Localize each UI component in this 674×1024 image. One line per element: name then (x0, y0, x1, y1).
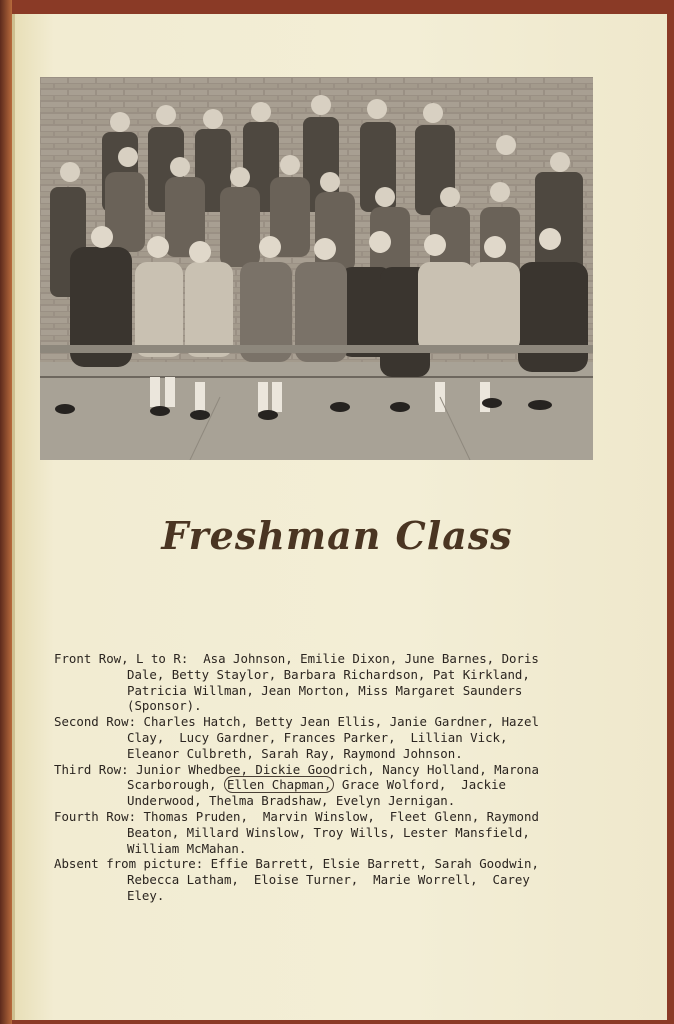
circled-name: Ellen Chapman, (224, 776, 334, 793)
class-photo-image (40, 77, 593, 460)
front-row-line-2: Dale, Betty Staylor, Barbara Richardson, Pat Kirkland, (127, 666, 530, 682)
caption-absent (54, 856, 569, 903)
third-row-line-2-rest: Grace Wolford, Jackie (341, 777, 507, 793)
caption-third-row (54, 762, 569, 809)
second-row-line-2: Clay, Lucy Gardner, Frances Parker, Lillian Vick, (127, 729, 508, 745)
page-title: Freshman Class (161, 513, 513, 558)
fourth-row-label: Fourth Row: (54, 808, 137, 824)
absent-line-2: Rebecca Latham, Eloise Turner, Marie Worrell, Carey (127, 872, 530, 888)
fourth-row-line-1: Thomas Pruden, Marvin Winslow, Fleet Glenn, Raymond (143, 808, 539, 824)
third-row-line-2: Scarborough, (127, 777, 217, 793)
photo-caption (54, 651, 569, 904)
book-binding (0, 0, 12, 1024)
front-row-label: Front Row, L to R: (54, 651, 189, 666)
third-row-line-3: Underwood, Thelma Bradshaw, Evelyn Jernigan. (127, 793, 456, 809)
fourth-row-line-2: Beaton, Millard Winslow, Troy Wills, Lester Mansfield, (127, 824, 530, 840)
caption-second-row (54, 714, 569, 761)
second-row-line-1: Charles Hatch, Betty Jean Ellis, Janie Gardner, Hazel (143, 714, 539, 730)
second-row-line-3: Eleanor Culbreth, Sarah Ray, Raymond Johnson. (127, 745, 463, 761)
front-row-line-1: Asa Johnson, Emilie Dixon, June Barnes, Doris (203, 651, 539, 666)
front-row-line-4: (Sponsor). (127, 698, 202, 714)
fourth-row-line-3: William McMahan. (127, 840, 247, 856)
caption-front-row (54, 651, 569, 714)
second-row-label: Second Row: (54, 714, 137, 730)
third-row-line-2-wrap (54, 777, 569, 793)
front-row-line-3: Patricia Willman, Jean Morton, Miss Margaret Saunders (127, 682, 523, 698)
third-row-label: Third Row: (54, 761, 129, 777)
absent-line-3: Eley. (127, 887, 165, 903)
caption-fourth-row (54, 809, 569, 856)
third-row-line-1: Junior Whedbee, Dickie Goodrich, Nancy Holland, Marona (136, 761, 539, 777)
absent-line-1: Effie Barrett, Elsie Barrett, Sarah Goodwin, (210, 856, 539, 872)
absent-label: Absent from picture: (54, 856, 204, 872)
class-photo (40, 77, 593, 460)
